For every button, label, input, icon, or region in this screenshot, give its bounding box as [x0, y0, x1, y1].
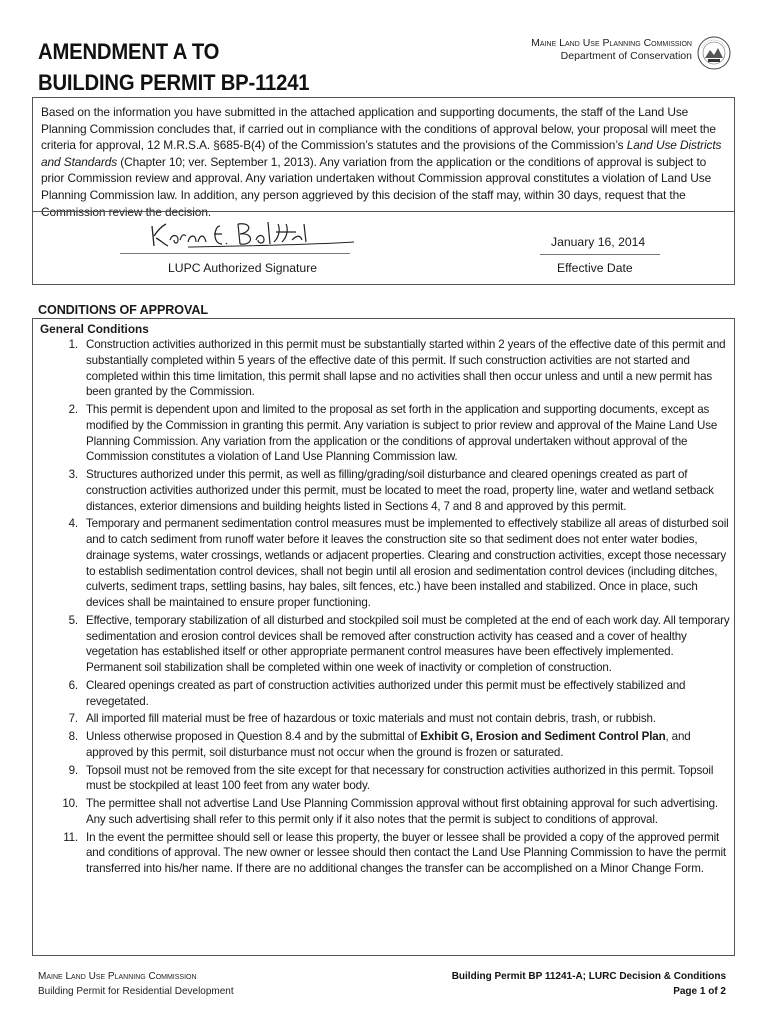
- item-text: Unless otherwise proposed in Question 8.4 and by the submittal of: [86, 730, 421, 743]
- item-number: 2.: [68, 403, 78, 416]
- item-text: The permittee shall not advertise Land Use Planning Commission approval without first obtaining approval for such advertising. Any such advertising shall refer to this permit only if it also notes that the permit is subject to conditions of approval.: [86, 797, 718, 826]
- intro-box: [32, 97, 735, 285]
- list-item: [40, 830, 730, 877]
- item-text: In the event the permittee should sell or lease this property, the buyer or lessee shall be provided a copy of the approved permit and conditions of approval. The new owner or lessee should then contact the Land Use Planning Commission to have the permit transferred into his/her name. If there are no additional changes the transfer can be accomplished on a Minor Change Form.: [86, 830, 726, 875]
- exhibit-reference: Exhibit G, Erosion and Sediment Control Plan: [420, 730, 666, 743]
- title-line-2: BUILDING PERMIT BP-11241: [38, 70, 310, 95]
- list-item: [40, 613, 730, 676]
- intro-paragraph: [41, 104, 727, 220]
- date-line: [540, 254, 660, 255]
- footer-agency: Maine Land Use Planning Commission: [38, 971, 197, 982]
- list-item: [40, 467, 730, 514]
- signature-label: LUPC Authorized Signature: [168, 261, 318, 275]
- page-number: Page 1 of 2: [673, 986, 726, 997]
- footer-permit-reference: Building Permit BP 11241-A; LURC Decision & Conditions: [451, 971, 726, 982]
- conditions-list: [40, 337, 730, 879]
- list-item: [40, 763, 730, 795]
- item-number: 8.: [68, 730, 78, 743]
- list-item: [40, 796, 730, 828]
- list-item: [40, 711, 730, 727]
- item-text: Temporary and permanent sedimentation control measures must be implemented to effectively stabilize all areas of disturbed soil and to catch sediment from runoff water before it leaves the construction site so that sediment does not enter water bodies, drainage systems, water crossings, wetlands or adjacent properties. Clearing and construction activities, except those necessary to establish sedimentation control devices, shall not begin until all erosion and sedimentation control devices (including ditches, culverts, sediment traps, settling basins, hay bales, silt fences, etc.) have been installed and stabilized. Once in place, such devices shall be maintained to ensure proper functioning.: [86, 517, 729, 609]
- agency-name: Maine Land Use Planning Commission: [531, 37, 692, 49]
- footer-document-type: Building Permit for Residential Development: [38, 986, 234, 997]
- item-number: 6.: [68, 678, 78, 692]
- item-number: 3.: [68, 468, 78, 481]
- list-item: [40, 516, 730, 611]
- conditions-heading: CONDITIONS OF APPROVAL: [38, 303, 208, 317]
- item-number: 4.: [68, 517, 78, 531]
- list-item: [40, 678, 730, 710]
- item-text: Structures authorized under this permit, as well as filling/grading/soil disturbance and cleared openings created as part of construction activities authorized under this permit, must be located to meet the road, property line, water and wetland setback distances, exterior dimensions and building heights listed in Sections 4, 7 and 8 and approved by this permit.: [86, 468, 714, 513]
- agency-block: [531, 37, 692, 63]
- state-seal-icon: [697, 36, 731, 70]
- footer-left: [38, 969, 234, 999]
- intro-italic-title: Land Use Districts and Standards: [41, 138, 722, 169]
- title-line-1: AMENDMENT A TO: [38, 39, 220, 64]
- list-item: [40, 402, 730, 465]
- item-text: Effective, temporary stabilization of all disturbed and stockpiled soil must be completed at the end of each work day. All temporary sedimentation and erosion control devices shall be removed after construction activity has ceased and a cover of healthy vegetation has established itself or other appropriate permanent control measures have been effectively implemented. Permanent soil stabilization shall be completed within one week of inactivity or completion of construction.: [86, 613, 730, 674]
- item-number: 7.: [68, 712, 78, 726]
- item-text: All imported fill material must be free of hazardous or toxic materials and must not contain debris, trash, or rubbish.: [86, 712, 656, 726]
- page-title: [38, 36, 309, 98]
- item-number: 1.: [68, 338, 78, 351]
- list-item: [40, 337, 730, 400]
- item-text: Topsoil must not be removed from the site except for that necessary for construction activities authorized in this permit. Topsoil must be stockpiled at least 100 feet from any water body.: [86, 763, 714, 793]
- general-conditions-heading: General Conditions: [40, 322, 149, 336]
- intro-text-part-2: (Chapter 10; ver. September 1, 2013). Any variation from the application or the conditions of approval is subject to prior Commission review and approval. Any variation undertaken without Commission approval constitutes a violation of Land Use Planning Commission law. In addition, any person aggrieved by this decision of the staff may, within 30 days, request that the Commission review the decision.: [41, 154, 712, 219]
- handwritten-signature: [148, 218, 358, 252]
- item-number: 9.: [68, 763, 78, 777]
- item-text: Cleared openings created as part of construction activities authorized under this permit must be effectively stabilized and revegetated.: [86, 678, 686, 708]
- item-number: 11.: [63, 830, 78, 844]
- item-text: This permit is dependent upon and limited to the proposal as set forth in the application and supporting documents, except as modified by the Commission in granting this permit. Any variation is subject to prior review and approval of the Maine Land Use Planning Commission. Any variation from the application or the conditions of approval undertaken without approval of the Commission constitutes a violation of Land Use Planning Commission law.: [86, 403, 718, 464]
- list-item: [40, 729, 730, 761]
- intro-text-part-1: Based on the information you have submitted in the attached application and supporting documents, the staff of the Land Use Planning Commission concludes that, if carried out in compliance with the conditions of approval below, your proposal will meet the criteria for approval, 12 M.R.S.A. §685-B(4) of the Commission’s statutes and the provisions of the Commission’s: [41, 105, 716, 153]
- item-number: 5.: [68, 613, 78, 627]
- signature-line: [120, 253, 350, 254]
- department-name: Department of Conservation: [560, 50, 692, 62]
- item-text: Construction activities authorized in this permit must be substantially started within 2 years of the effective date of this permit and substantially completed within 5 years of the effective date of this permit. If such construction activities are not started and completed within this time limitation, this permit shall lapse and no activities shall then occur unless and until a new permit has been granted by the Commission.: [86, 338, 726, 399]
- signature-divider: [33, 211, 734, 212]
- item-text-continued: , and approved by this permit, soil disturbance must not occur when the ground is frozen or saturated.: [86, 730, 691, 759]
- footer-right: [452, 969, 726, 999]
- effective-date-value: January 16, 2014: [551, 235, 646, 249]
- effective-date-label: Effective Date: [557, 261, 633, 275]
- item-number: 10.: [62, 797, 78, 810]
